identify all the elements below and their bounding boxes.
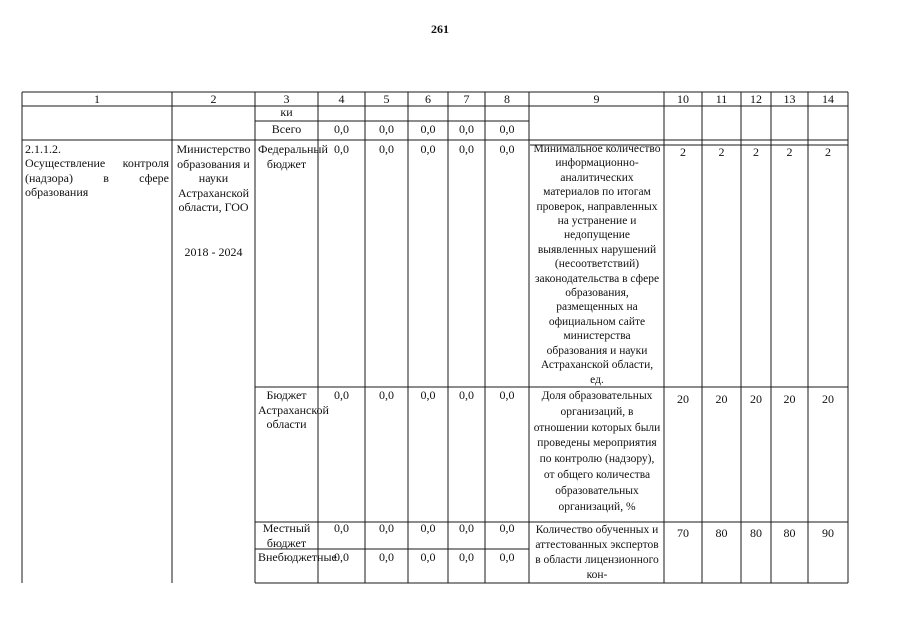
funding-value: 0,0 bbox=[459, 521, 474, 535]
target-value: 20 bbox=[715, 392, 728, 406]
target-value: 20 bbox=[750, 392, 762, 406]
header-col-9: 9 bbox=[593, 92, 600, 106]
header-col-12: 12 bbox=[750, 92, 762, 106]
funding-source: Внебюджетные bbox=[258, 550, 337, 564]
header-col-11: 11 bbox=[715, 92, 728, 106]
target-value: 80 bbox=[715, 526, 728, 540]
indicator-text: Количество обученных и аттестованных экспертов в области лицензионного кон- bbox=[535, 524, 659, 581]
page-number: 261 bbox=[431, 22, 449, 36]
target-value: 90 bbox=[822, 526, 834, 540]
total-label: Всего bbox=[271, 122, 302, 136]
funding-value: 0,0 bbox=[334, 550, 349, 564]
header-col-8: 8 bbox=[504, 92, 510, 106]
funding-value: 0,0 bbox=[379, 142, 394, 156]
target-value: 80 bbox=[750, 526, 762, 540]
total-value: 0,0 bbox=[499, 122, 515, 136]
indicator-text: Доля образовательных организаций, в отношении которых были проведены мероприятия по контролю (надзору), от общего количества образовательных организаций, % bbox=[533, 390, 661, 513]
measure-executor: Министерство образования и науки Астраханской области, ГОО bbox=[176, 142, 251, 214]
measure-code: 2.1.1.2. bbox=[25, 142, 61, 156]
indicator-text: Минимальное количество информационно-аналитических материалов по итогам проверок, направленных на устранение и недопущение выявленных нарушений (несоответствий) законодательства в сфере образования, размещенных на официальном сайте министерства образования и науки Астраханской области, ед. bbox=[533, 143, 661, 386]
target-value: 2 bbox=[753, 145, 759, 159]
measure-period: 2018 - 2024 bbox=[184, 245, 243, 259]
funding-value: 0,0 bbox=[420, 521, 436, 535]
target-value: 2 bbox=[825, 145, 831, 159]
funding-value: 0,0 bbox=[459, 388, 474, 402]
funding-value: 0,0 bbox=[334, 521, 349, 535]
funding-source: Местный бюджет bbox=[262, 521, 311, 550]
funding-value: 0,0 bbox=[379, 550, 394, 564]
funding-value: 0,0 bbox=[379, 388, 394, 402]
target-value: 20 bbox=[677, 392, 689, 406]
target-value: 80 bbox=[783, 526, 796, 540]
header-col-4: 4 bbox=[338, 92, 345, 106]
target-value: 2 bbox=[718, 145, 725, 159]
funding-value: 0,0 bbox=[459, 142, 474, 156]
total-value: 0,0 bbox=[459, 122, 474, 136]
target-value: 2 bbox=[786, 145, 793, 159]
funding-value: 0,0 bbox=[334, 142, 349, 156]
header-col-13: 13 bbox=[783, 92, 796, 106]
header-col-6: 6 bbox=[425, 92, 431, 106]
funding-source: Бюджет Астраханской области bbox=[258, 388, 329, 431]
funding-value: 0,0 bbox=[420, 388, 436, 402]
header-col-5: 5 bbox=[383, 92, 390, 106]
funding-value: 0,0 bbox=[459, 550, 474, 564]
funding-source: Федеральный бюджет bbox=[258, 142, 328, 171]
funding-value: 0,0 bbox=[334, 388, 349, 402]
target-value: 20 bbox=[822, 392, 834, 406]
source-tail: ки bbox=[280, 105, 293, 119]
total-value: 0,0 bbox=[379, 122, 394, 136]
header-col-7: 7 bbox=[463, 92, 470, 106]
funding-value: 0,0 bbox=[499, 521, 515, 535]
target-value: 2 bbox=[680, 145, 686, 159]
total-value: 0,0 bbox=[420, 122, 436, 136]
header-col-1: 1 bbox=[94, 92, 100, 106]
funding-value: 0,0 bbox=[499, 142, 515, 156]
header-col-10: 10 bbox=[677, 92, 689, 106]
header-col-2: 2 bbox=[210, 92, 217, 106]
funding-value: 0,0 bbox=[379, 521, 394, 535]
funding-value: 0,0 bbox=[499, 388, 515, 402]
funding-value: 0,0 bbox=[420, 550, 436, 564]
funding-value: 0,0 bbox=[420, 142, 436, 156]
header-col-14: 14 bbox=[822, 92, 834, 106]
target-value: 70 bbox=[677, 526, 689, 540]
funding-value: 0,0 bbox=[499, 550, 515, 564]
measure-name: Осуществление контроля (надзора) в сфере образования bbox=[25, 156, 169, 199]
total-value: 0,0 bbox=[334, 122, 349, 136]
header-col-3: 3 bbox=[283, 92, 290, 106]
target-value: 20 bbox=[783, 392, 796, 406]
